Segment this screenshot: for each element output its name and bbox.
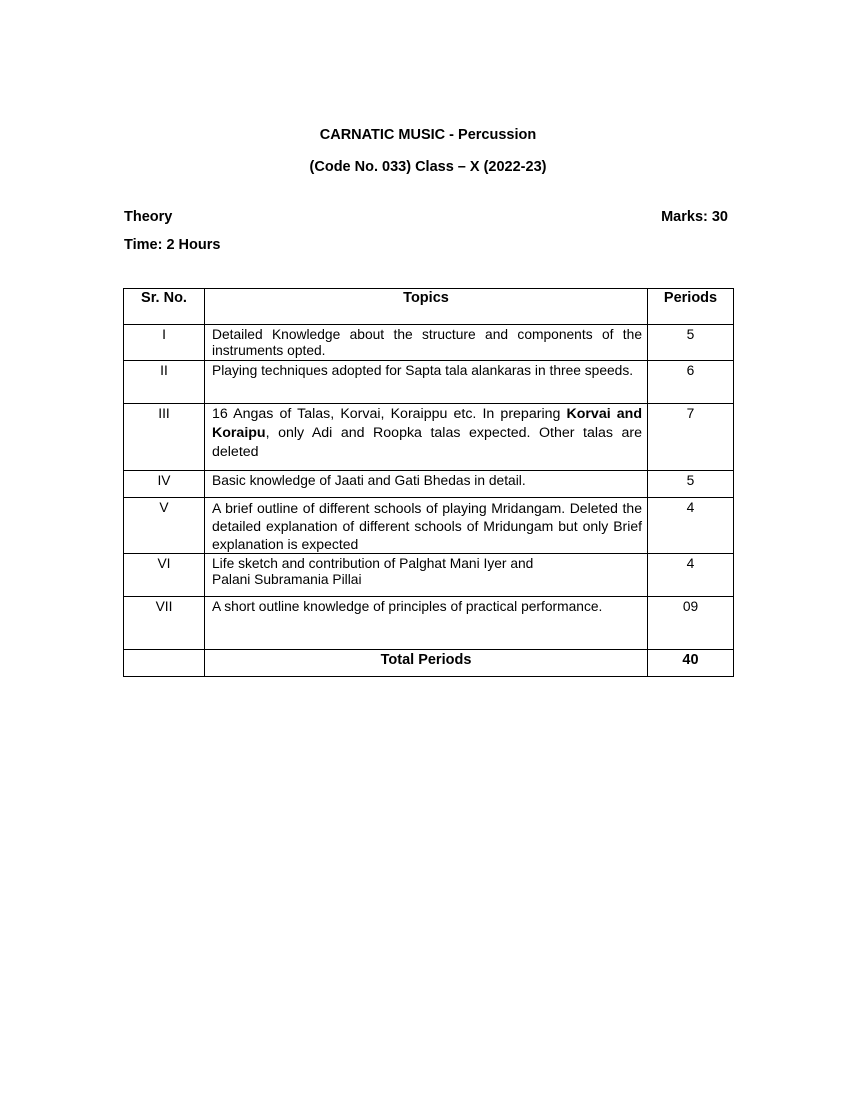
row-topic-line: Palani Subramania Pillai (212, 572, 362, 587)
header-topics: Topics (205, 289, 648, 325)
marks-label: Marks: 30 (661, 209, 728, 225)
header-periods: Periods (648, 289, 734, 325)
table-header-row (124, 289, 734, 325)
row-topic: Basic knowledge of Jaati and Gati Bhedas in detail. (205, 471, 648, 498)
row-sr-no: I (124, 325, 205, 361)
table-row (124, 404, 734, 471)
table-row (124, 325, 734, 361)
table-row (124, 471, 734, 498)
total-label: Total Periods (205, 650, 648, 677)
row-topic (205, 554, 648, 597)
document-subtitle: (Code No. 033) Class – X (2022-23) (309, 159, 547, 175)
row-periods: 09 (648, 597, 734, 650)
total-value: 40 (648, 650, 734, 677)
section-label: Theory (124, 209, 173, 225)
row-sr-no: II (124, 361, 205, 404)
row-topic-text: , only Adi and Roopka talas expected. Other talas are deleted (212, 425, 642, 460)
row-periods: 4 (648, 554, 734, 597)
document-title: CARNATIC MUSIC - Percussion (319, 127, 537, 143)
row-periods: 7 (648, 404, 734, 471)
row-sr-no: III (124, 404, 205, 471)
table-row (124, 554, 734, 597)
row-topic-bold-text: Korvai and Koraipu (212, 406, 642, 441)
row-periods: 6 (648, 361, 734, 404)
row-topic: A brief outline of different schools of playing Mridangam. Deleted the detailed explanation of different schools of Mridungam but only Brief explanation is expected (205, 498, 648, 554)
row-sr-no: V (124, 498, 205, 554)
row-topic: Playing techniques adopted for Sapta tala alankaras in three speeds. (205, 361, 648, 404)
table-row (124, 597, 734, 650)
table-row (124, 498, 734, 554)
row-periods: 4 (648, 498, 734, 554)
total-empty-cell (124, 650, 205, 677)
row-topic: Detailed Knowledge about the structure and components of the instruments opted. (205, 325, 648, 361)
syllabus-table (123, 288, 734, 677)
total-row (124, 650, 734, 677)
header-sr-no: Sr. No. (124, 289, 205, 325)
row-topic: A short outline knowledge of principles of practical performance. (205, 597, 648, 650)
row-sr-no: VI (124, 554, 205, 597)
row-sr-no: IV (124, 471, 205, 498)
row-topic-text: 16 Angas of Talas, Korvai, Koraippu etc. In preparing (212, 406, 567, 422)
row-topic-line: Life sketch and contribution of Palghat Mani Iyer and (212, 556, 534, 571)
table-row (124, 361, 734, 404)
time-label: Time: 2 Hours (124, 237, 221, 253)
row-periods: 5 (648, 325, 734, 361)
row-periods: 5 (648, 471, 734, 498)
row-topic (205, 404, 648, 471)
row-sr-no: VII (124, 597, 205, 650)
